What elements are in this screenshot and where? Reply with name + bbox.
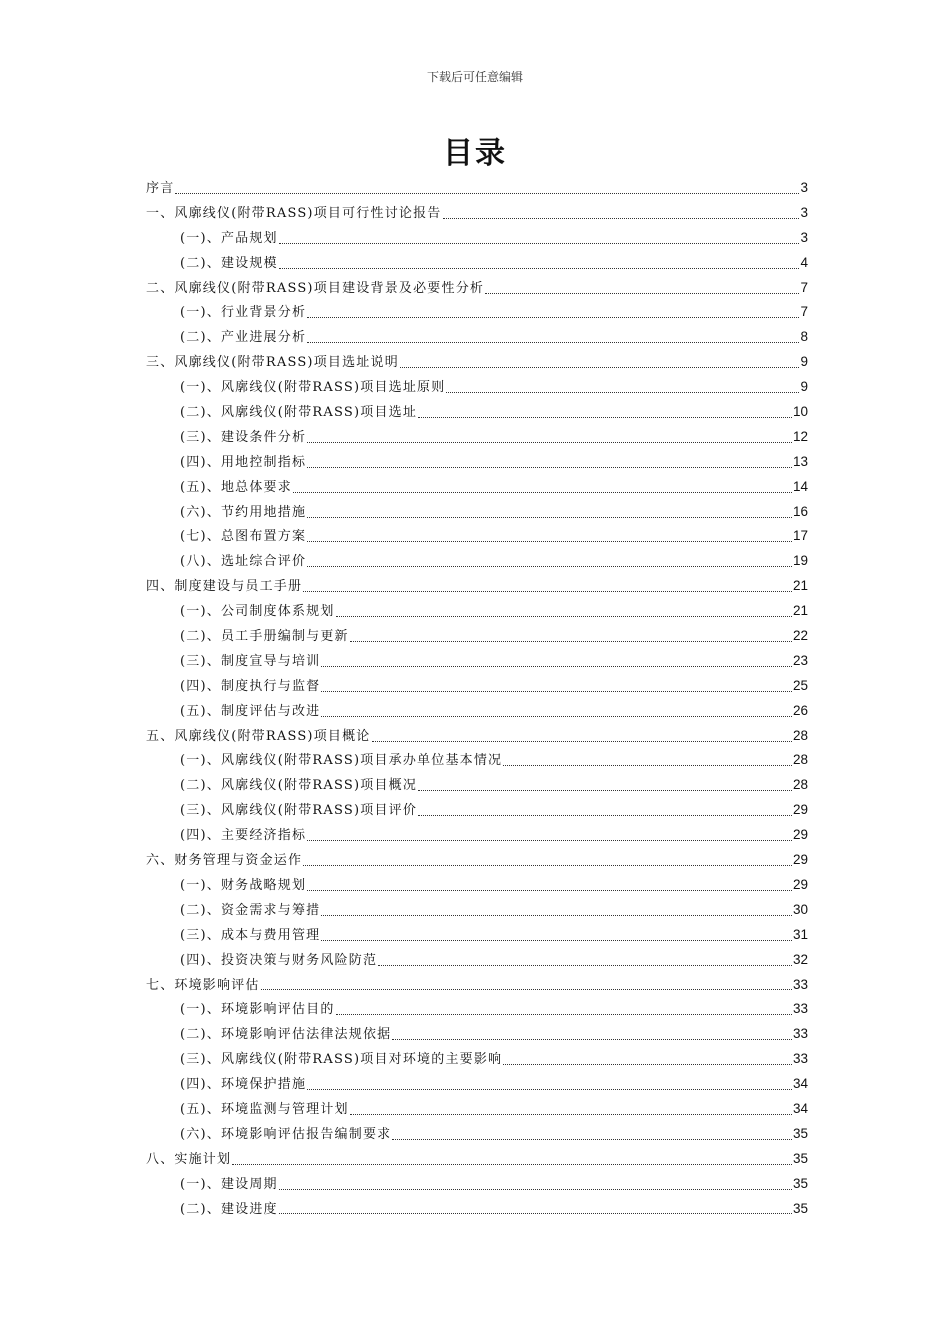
toc-entry-page-number: 29: [792, 802, 808, 818]
toc-entry-label: (一)、行业背景分析: [180, 305, 307, 321]
toc-entry-label: (四)、环境保护措施: [180, 1077, 307, 1093]
toc-entry-page-number: 3: [800, 180, 808, 195]
dot-leader: [279, 1213, 792, 1214]
toc-entry-label: (三)、风廓线仪(附带RASS)项目评价: [180, 803, 418, 819]
toc-entry-label: (一)、风廓线仪(附带RASS)项目承办单位基本情况: [180, 753, 503, 769]
dot-leader: [307, 541, 792, 542]
dot-leader: [303, 591, 792, 592]
dot-leader: [307, 566, 792, 567]
toc-entry-label: (一)、环境影响评估目的: [180, 1002, 335, 1018]
toc-entry[interactable]: [146, 674, 808, 699]
toc-entry-page-number: 21: [792, 603, 808, 619]
toc-entry[interactable]: [146, 325, 808, 350]
toc-entry[interactable]: [146, 549, 808, 574]
toc-entry-label: (七)、总图布置方案: [180, 529, 307, 545]
toc-entry-label: (四)、制度执行与监督: [180, 678, 321, 694]
toc-entry-page-number: 3: [800, 204, 808, 220]
toc-entry[interactable]: [146, 898, 808, 923]
dot-leader: [400, 367, 800, 368]
toc-entry[interactable]: [146, 475, 808, 500]
toc-entry[interactable]: [146, 873, 808, 898]
dot-leader: [303, 865, 792, 866]
toc-entry-label: 七、环境影响评估: [146, 977, 260, 993]
toc-entry-page-number: 26: [792, 702, 808, 718]
toc-entry-label: (一)、建设周期: [180, 1176, 278, 1192]
dot-leader: [372, 741, 792, 742]
toc-entry-page-number: 16: [792, 503, 808, 519]
toc-entry-page-number: 34: [792, 1100, 808, 1116]
dot-leader: [261, 989, 792, 990]
toc-entry-label: (三)、成本与费用管理: [180, 927, 321, 943]
toc-entry[interactable]: [146, 997, 808, 1022]
dot-leader: [418, 790, 792, 791]
toc-entry-page-number: 29: [792, 876, 808, 892]
dot-leader: [321, 915, 792, 916]
toc-entry-page-number: 35: [792, 1200, 808, 1216]
toc-entry-label: (一)、财务战略规划: [180, 877, 307, 893]
toc-entry-page-number: 33: [792, 976, 808, 992]
dot-leader: [446, 392, 799, 393]
toc-entry-page-number: 10: [792, 404, 808, 420]
toc-entry[interactable]: [146, 923, 808, 948]
dot-leader: [503, 1064, 792, 1065]
dot-leader: [307, 890, 792, 891]
toc-entry-label: (四)、用地控制指标: [180, 454, 307, 470]
toc-entry[interactable]: [146, 500, 808, 525]
dot-leader: [307, 840, 792, 841]
dot-leader: [307, 1089, 792, 1090]
toc-entry-label: (八)、选址综合评价: [180, 554, 307, 570]
toc-entry-page-number: 22: [792, 628, 808, 644]
toc-entry[interactable]: [146, 524, 808, 549]
toc-entry-label: 序言: [146, 181, 175, 196]
toc-entry-label: (二)、员工手册编制与更新: [180, 629, 349, 645]
toc-entry[interactable]: [146, 201, 808, 226]
dot-leader: [307, 442, 792, 443]
toc-entry[interactable]: [146, 450, 808, 475]
dot-leader: [175, 193, 799, 194]
dot-leader: [279, 243, 800, 244]
toc-entry-label: (五)、环境监测与管理计划: [180, 1101, 349, 1117]
dot-leader: [350, 641, 792, 642]
dot-leader: [279, 1189, 792, 1190]
dot-leader: [307, 317, 799, 318]
toc-entry[interactable]: [146, 624, 808, 649]
toc-entry-label: (三)、风廓线仪(附带RASS)项目对环境的主要影响: [180, 1052, 503, 1068]
toc-entry-page-number: 33: [792, 1051, 808, 1067]
toc-entry-label: (二)、环境影响评估法律法规依据: [180, 1027, 392, 1043]
toc-entry-label: (二)、风廓线仪(附带RASS)项目概况: [180, 778, 418, 794]
toc-entry[interactable]: [146, 251, 808, 276]
toc-entry[interactable]: [146, 1147, 808, 1172]
toc-entry-page-number: 19: [792, 553, 808, 569]
toc-entry[interactable]: [146, 350, 808, 375]
toc-entry-page-number: 25: [792, 677, 808, 693]
dot-leader: [336, 616, 792, 617]
toc-entry-label: (四)、主要经济指标: [180, 828, 307, 844]
toc-entry[interactable]: [146, 1047, 808, 1072]
toc-entry-page-number: 35: [792, 1150, 808, 1166]
toc-entry-page-number: 9: [800, 379, 808, 395]
toc-entry-label: (六)、环境影响评估报告编制要求: [180, 1126, 392, 1142]
toc-entry[interactable]: [146, 724, 808, 749]
toc-entry-page-number: 29: [792, 852, 808, 868]
toc-entry[interactable]: [146, 823, 808, 848]
dot-leader: [321, 691, 792, 692]
toc-entry[interactable]: [146, 375, 808, 400]
dot-leader: [279, 268, 800, 269]
toc-entry-page-number: 28: [792, 777, 808, 793]
toc-entry[interactable]: [146, 848, 808, 873]
dot-leader: [392, 1039, 792, 1040]
toc-entry-page-number: 28: [792, 727, 808, 743]
toc-entry-label: (三)、制度宣导与培训: [180, 653, 321, 669]
toc-entry-page-number: 35: [792, 1175, 808, 1191]
toc-entry-page-number: 8: [800, 329, 808, 345]
toc-entry[interactable]: [146, 948, 808, 973]
dot-leader: [293, 492, 792, 493]
toc-entry-label: (二)、建设进度: [180, 1201, 278, 1217]
dot-leader: [336, 1014, 792, 1015]
toc-entry-page-number: 14: [792, 478, 808, 494]
dot-leader: [350, 1114, 792, 1115]
page-title: 目录: [443, 136, 507, 171]
toc-entry-label: (二)、产业进展分析: [180, 330, 307, 346]
toc-entry[interactable]: [146, 748, 808, 773]
toc-entry-label: (三)、建设条件分析: [180, 429, 307, 445]
dot-leader: [443, 218, 800, 219]
toc-entry-page-number: 17: [792, 528, 808, 544]
dot-leader: [418, 815, 792, 816]
dot-leader: [232, 1164, 792, 1165]
toc-entry-page-number: 4: [800, 254, 808, 270]
toc-entry-label: 四、制度建设与员工手册: [146, 579, 303, 595]
toc-entry[interactable]: [146, 773, 808, 798]
toc-entry-label: (二)、建设规模: [180, 255, 278, 271]
table-of-contents: [146, 176, 808, 1221]
toc-entry[interactable]: [146, 425, 808, 450]
toc-entry[interactable]: [146, 1097, 808, 1122]
toc-entry[interactable]: [146, 649, 808, 674]
toc-entry-label: 一、风廓线仪(附带RASS)项目可行性讨论报告: [146, 205, 442, 221]
toc-entry-label: 五、风廓线仪(附带RASS)项目概论: [146, 728, 371, 744]
toc-entry-page-number: 35: [792, 1125, 808, 1141]
header-note: 下载后可任意编辑: [426, 70, 523, 84]
toc-entry-label: (二)、风廓线仪(附带RASS)项目选址: [180, 405, 418, 421]
toc-entry[interactable]: [146, 599, 808, 624]
toc-entry-label: 六、财务管理与资金运作: [146, 853, 303, 869]
toc-entry-page-number: 29: [792, 827, 808, 843]
dot-leader: [392, 1139, 792, 1140]
toc-entry-page-number: 32: [792, 951, 808, 967]
toc-entry[interactable]: [146, 1022, 808, 1047]
toc-entry-label: (六)、节约用地措施: [180, 504, 307, 520]
toc-entry[interactable]: [146, 973, 808, 998]
dot-leader: [321, 666, 792, 667]
toc-entry[interactable]: [146, 276, 808, 301]
toc-entry[interactable]: [146, 300, 808, 325]
toc-entry-label: (二)、资金需求与筹措: [180, 902, 321, 918]
toc-entry-label: (五)、制度评估与改进: [180, 703, 321, 719]
toc-entry-label: 八、实施计划: [146, 1151, 232, 1167]
toc-entry-page-number: 33: [792, 1026, 808, 1042]
dot-leader: [503, 765, 792, 766]
toc-entry-page-number: 7: [800, 304, 808, 320]
toc-entry-page-number: 30: [792, 901, 808, 917]
toc-entry[interactable]: [146, 1197, 808, 1222]
toc-entry-page-number: 33: [792, 1001, 808, 1017]
dot-leader: [321, 716, 792, 717]
toc-entry-page-number: 13: [792, 453, 808, 469]
toc-entry-label: 三、风廓线仪(附带RASS)项目选址说明: [146, 355, 399, 371]
toc-entry[interactable]: [146, 400, 808, 425]
toc-entry-label: (一)、风廓线仪(附带RASS)项目选址原则: [180, 380, 446, 396]
toc-entry-page-number: 31: [792, 926, 808, 942]
toc-entry-label: (一)、公司制度体系规划: [180, 604, 335, 620]
toc-entry[interactable]: [146, 798, 808, 823]
toc-entry[interactable]: [146, 1172, 808, 1197]
toc-entry[interactable]: [146, 1072, 808, 1097]
toc-entry-label: (一)、产品规划: [180, 230, 278, 246]
toc-entry[interactable]: [146, 1122, 808, 1147]
dot-leader: [321, 940, 792, 941]
toc-entry-label: (五)、地总体要求: [180, 479, 292, 495]
dot-leader: [307, 342, 799, 343]
toc-entry-page-number: 21: [792, 578, 808, 594]
dot-leader: [418, 417, 792, 418]
toc-entry[interactable]: [146, 699, 808, 724]
toc-entry-page-number: 12: [792, 428, 808, 444]
toc-entry-page-number: 7: [800, 279, 808, 295]
dot-leader: [378, 965, 792, 966]
toc-entry-page-number: 23: [792, 652, 808, 668]
toc-entry[interactable]: [146, 176, 808, 201]
toc-entry-page-number: 28: [792, 752, 808, 768]
dot-leader: [485, 293, 799, 294]
toc-entry-label: 二、风廓线仪(附带RASS)项目建设背景及必要性分析: [146, 280, 485, 296]
toc-entry-page-number: 34: [792, 1076, 808, 1092]
toc-entry-page-number: 3: [800, 229, 808, 245]
toc-entry-page-number: 9: [800, 354, 808, 370]
toc-entry[interactable]: [146, 574, 808, 599]
toc-entry[interactable]: [146, 226, 808, 251]
dot-leader: [307, 467, 792, 468]
dot-leader: [307, 517, 792, 518]
toc-entry-label: (四)、投资决策与财务风险防范: [180, 952, 378, 968]
